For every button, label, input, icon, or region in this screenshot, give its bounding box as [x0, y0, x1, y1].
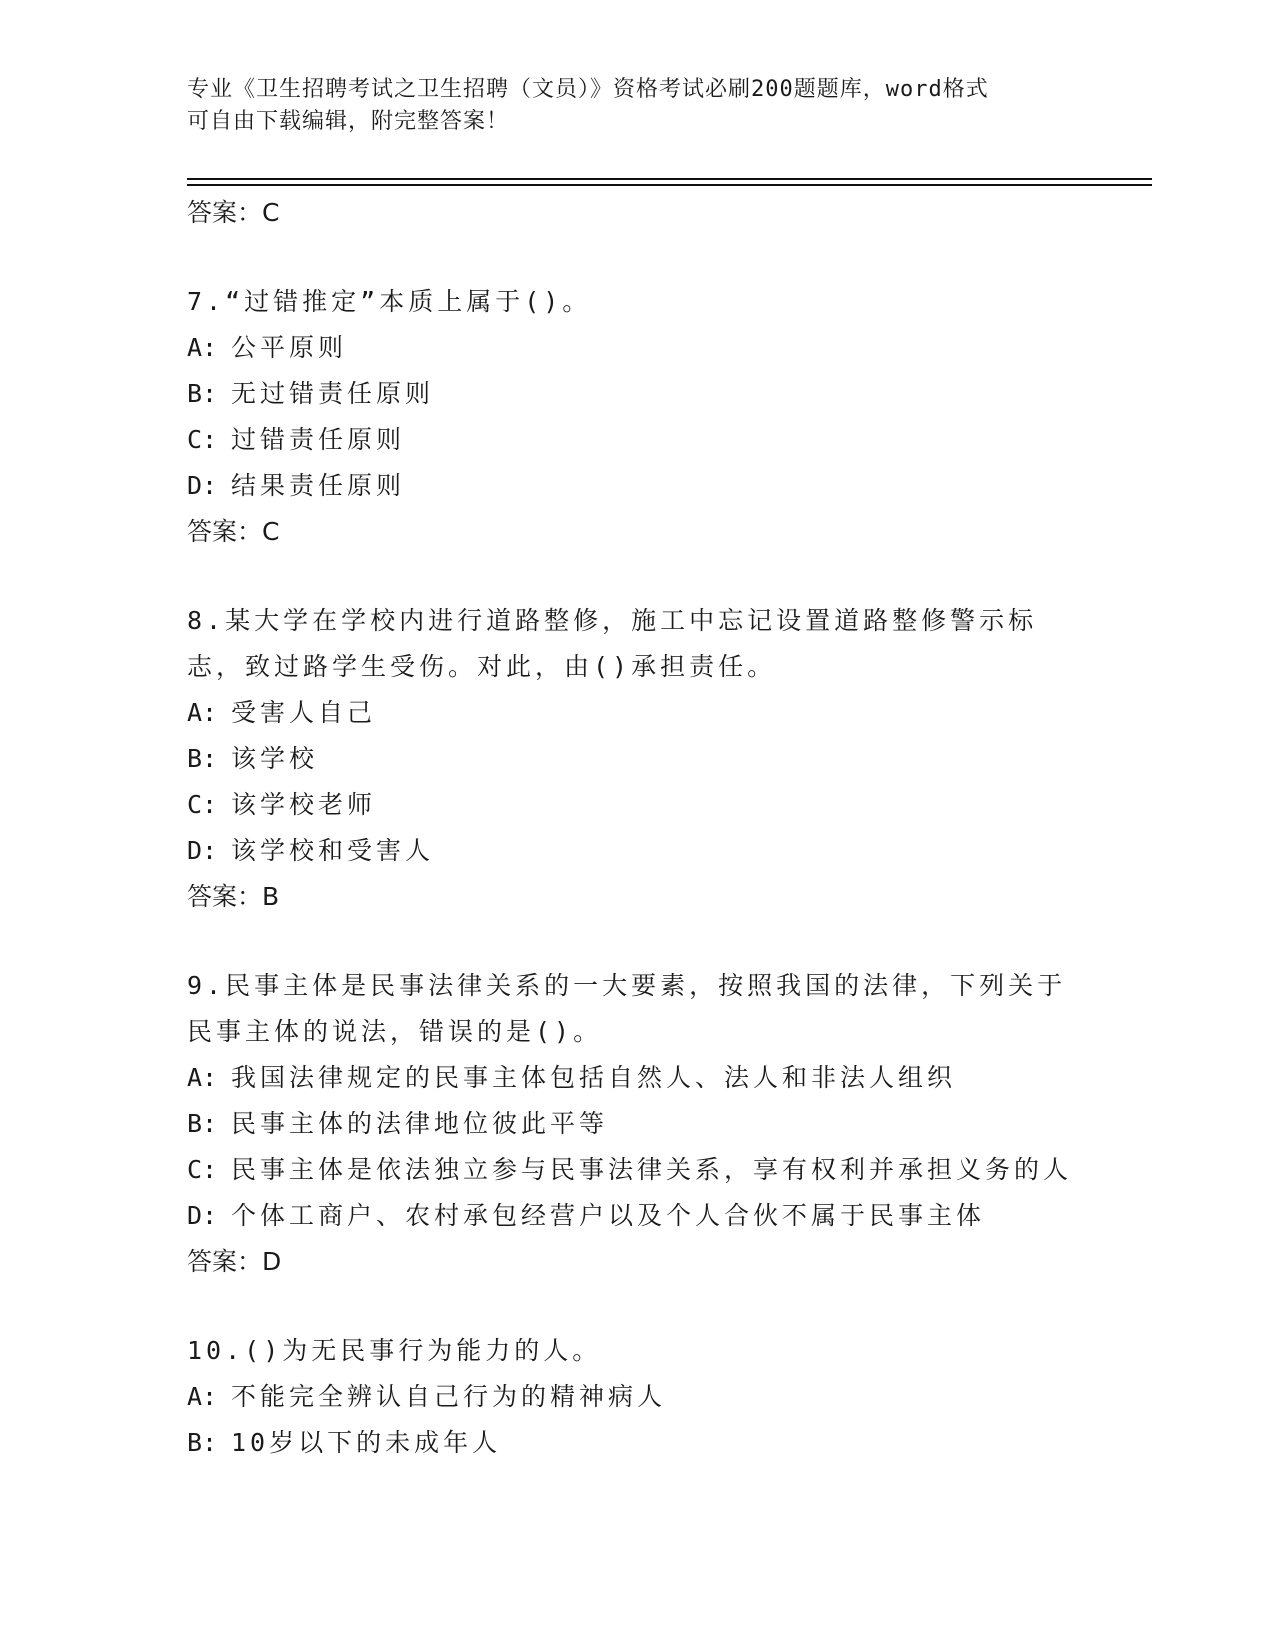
option-letter: A:: [187, 698, 218, 727]
option-text: 民事主体的法律地位彼此平等: [231, 1109, 609, 1138]
option-text: 民事主体是依法独立参与民事法律关系，享有权利并承担义务的人: [231, 1155, 1073, 1184]
option-letter: B:: [187, 1109, 218, 1138]
option-c: [187, 1147, 1087, 1193]
header-divider-top: [187, 178, 1152, 180]
option-text: 10岁以下的未成年人: [231, 1428, 502, 1457]
option-a: [187, 325, 1087, 371]
answer-line: 答案：C: [187, 198, 280, 227]
option-d: [187, 463, 1087, 509]
option-letter: C:: [187, 1155, 218, 1184]
option-c: [187, 417, 1087, 463]
option-letter: A:: [187, 333, 218, 362]
question-item: [187, 1328, 1087, 1466]
option-a: [187, 1374, 1087, 1420]
option-letter: B:: [187, 379, 218, 408]
answer-line: 答案：B: [187, 882, 280, 911]
option-d: [187, 1193, 1087, 1239]
answer-line: 答案：D: [187, 1247, 282, 1276]
answer-line: 答案：C: [187, 517, 280, 546]
option-a: [187, 1055, 1087, 1101]
header-line-2: 可自由下载编辑，附完整答案！: [187, 109, 510, 134]
question-stem: 9.民事主体是民事法律关系的一大要素，按照我国的法律，下列关于民事主体的说法，错误的是()。: [187, 971, 1067, 1046]
option-letter: A:: [187, 1063, 218, 1092]
option-text: 该学校老师: [231, 790, 377, 819]
option-text: 个体工商户、农村承包经营户以及个人合伙不属于民事主体: [231, 1201, 986, 1230]
option-letter: C:: [187, 790, 218, 819]
option-text: 不能完全辨认自己行为的精神病人: [231, 1382, 667, 1411]
option-letter: B:: [187, 744, 218, 773]
question-stem: 10.()为无民事行为能力的人。: [187, 1336, 602, 1365]
option-letter: B:: [187, 1428, 218, 1457]
option-text: 公平原则: [231, 333, 348, 362]
option-letter: C:: [187, 425, 218, 454]
question-stem: 8.某大学在学校内进行道路整修，施工中忘记设置道路整修警示标志，致过路学生受伤。对此，由()承担责任。: [187, 606, 1038, 681]
option-letter: D:: [187, 836, 218, 865]
option-text: 无过错责任原则: [231, 379, 435, 408]
option-text: 受害人自己: [231, 698, 377, 727]
option-letter: D:: [187, 471, 218, 500]
option-a: [187, 690, 1087, 736]
option-b: [187, 736, 1087, 782]
option-b: [187, 1420, 1087, 1466]
header-divider-bottom: [187, 184, 1152, 186]
option-letter: A:: [187, 1382, 218, 1411]
option-text: 该学校和受害人: [231, 836, 435, 865]
option-b: [187, 371, 1087, 417]
option-letter: D:: [187, 1201, 218, 1230]
question-item: [187, 963, 1087, 1285]
document-header: [187, 74, 1067, 138]
option-b: [187, 1101, 1087, 1147]
option-text: 该学校: [231, 744, 319, 773]
option-d: [187, 828, 1087, 874]
question-item: [187, 598, 1087, 920]
question-list: [187, 190, 1087, 1466]
question-item: [187, 279, 1087, 555]
option-text: 过错责任原则: [231, 425, 406, 454]
option-text: 结果责任原则: [231, 471, 406, 500]
header-line-1: 专业《卫生招聘考试之卫生招聘（文员）》资格考试必刷200题题库，word格式: [187, 77, 989, 102]
option-c: [187, 782, 1087, 828]
question-stem: 7.“过错推定”本质上属于()。: [187, 287, 592, 316]
option-text: 我国法律规定的民事主体包括自然人、法人和非法人组织: [231, 1063, 957, 1092]
